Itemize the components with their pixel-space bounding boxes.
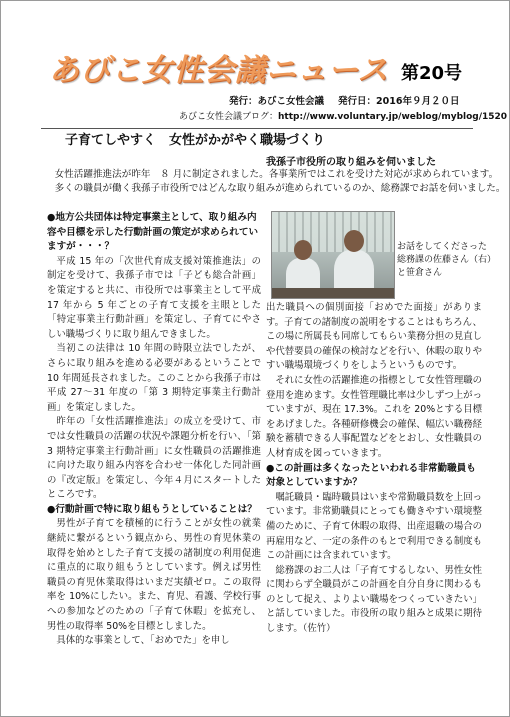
body-paragraph: 当初この法律は 10 年間の時限立法でしたが、さらに取り組みを進める必要があるということで 10 年間延長されました。このことから我孫子市は平成 27～31 年度の「第 3 期特定事業主行動計画」を策定しました。 xyxy=(47,343,261,413)
article-subhead: 我孫子市役所の取り組みを伺いました xyxy=(266,157,436,168)
body-paragraph: 具体的な事業として、「おめでた」を申し xyxy=(56,635,230,647)
publish-date: 発行日：2016年９月２０日 xyxy=(338,96,460,107)
question-heading: ●行動計画で特に取り組もうとしていることは？ xyxy=(47,503,257,515)
blog-info xyxy=(179,109,507,122)
blog-label: あびこ女性会議ブログ： xyxy=(179,112,279,122)
masthead-title: あびこ女性会議ニュース xyxy=(49,53,389,88)
body-paragraph: 昨年の「女性活躍推進法」の成立を受けて、市では女性職員の活躍の状況や課題分析を行い、「第 3 期特定事業主行動計画」に女性職員の活躍推進に向けた取り組み内容を合わせ一体化した同計画の『改定版』を策定し、今年４月にスタートしたところです。 xyxy=(47,416,261,501)
lead-line: 多くの職員が働く我孫子市役所ではどんな取り組みが進められているのか、総務課でお話を伺いました。 xyxy=(54,183,506,194)
body-paragraph: それに女性の活躍推進の指標として女性管理職の登用を進めます。女性管理職比率は少しずつ上がっていますが、現在 17.3%。これを 20%とする目標をあげました。各種研修機会の確保、幅広い職務経験を蓄積できる人事配置などをとおし、女性職員の人材育成を図っていきます。 xyxy=(266,374,482,459)
interview-photo xyxy=(271,211,395,299)
right-column xyxy=(266,301,482,637)
body-paragraph xyxy=(266,564,482,637)
issue-number: 第20号 xyxy=(401,63,463,84)
body-paragraph: 男性が子育てを積極的に行うことが女性の就業継続に繋がるという観点から、男性の育児休業の取得を始めとした子育て支援の諸制度の利用促進に重点的に取り組もうとしています。例えば男性職員の育児休業取得はいまだ実績ゼロ。この取得率を 10%にしたい。また、育児、看護、学校行事への参加などのための「子育て休暇」を拡充し、男性の取得率 50%を目標としました。 xyxy=(47,518,261,632)
blog-url[interactable]: http://www.voluntary.jp/weblog/myblog/1520 xyxy=(278,112,508,122)
article-headline: 子育てしやすく 女性がかがやく職場づくり xyxy=(65,133,326,148)
question-heading: ●この計画は多くなったといわれる非常勤職員も対象としていますか？ xyxy=(266,462,476,489)
photo-caption xyxy=(397,241,497,280)
caption-line: お話をしてくださった xyxy=(397,242,488,252)
lead-line: 女性活躍推進法が昨年 ８ 月に制定されました。各事業所ではこれを受けた対応が求められています。 xyxy=(54,169,499,180)
body-paragraph: 平成 15 年の「次世代育成支援対策推進法」の制定を受けて、我孫子市では「子ども総合計画」を策定すると共に、市役所では事業主として平成 17 年から 5 年ごとの子育て支援を主眼とした「特定事業主行動計画」を策定し、子育てにやさしい職場づくりに取り組んできました。 xyxy=(47,255,261,340)
caption-line: と笹倉さん xyxy=(397,268,443,278)
body-paragraph: 嘱託職員・臨時職員はいまや常勤職員数を上回っています。非常勤職員にとっても働きやすい環境整備のために、子育て休暇の取得、出産退職の場合の再雇用など、一定の条件のもとで利用できる制度もこの計画には含まれています。 xyxy=(266,491,482,562)
closing-text: 総務課のお二人は「子育てするしない、男性女性に関わらず全職員がこの計画を自分自身に関わるものとして捉え、よりよい職場をつくっていきたい」と話していました。市役所の取り組みと成果に期待します。 xyxy=(266,564,483,635)
publisher-text: 発行：あびこ女性会議 xyxy=(229,96,325,107)
article-lead xyxy=(45,168,506,196)
question-heading: ●地方公共団体は特定事業主として、取り組み内容や目標を示した行動計画の策定が求められていますが・・・？ xyxy=(47,212,259,253)
left-column xyxy=(47,211,261,649)
body-paragraph: 出た職員への個別面接「おめでた面接」があります。子育ての諸制度の説明をすることはもちろん、この場に所属長も同席してもらい業務分担の見直しや代替要員の確保の検討などを行い、休暇の取りやすい職場環境づくりをしようというものです。 xyxy=(266,302,482,372)
author-credit: （佐竹） xyxy=(302,623,336,635)
publication-info xyxy=(229,93,459,107)
caption-line: 総務課の佐藤さん（右） xyxy=(397,255,497,265)
